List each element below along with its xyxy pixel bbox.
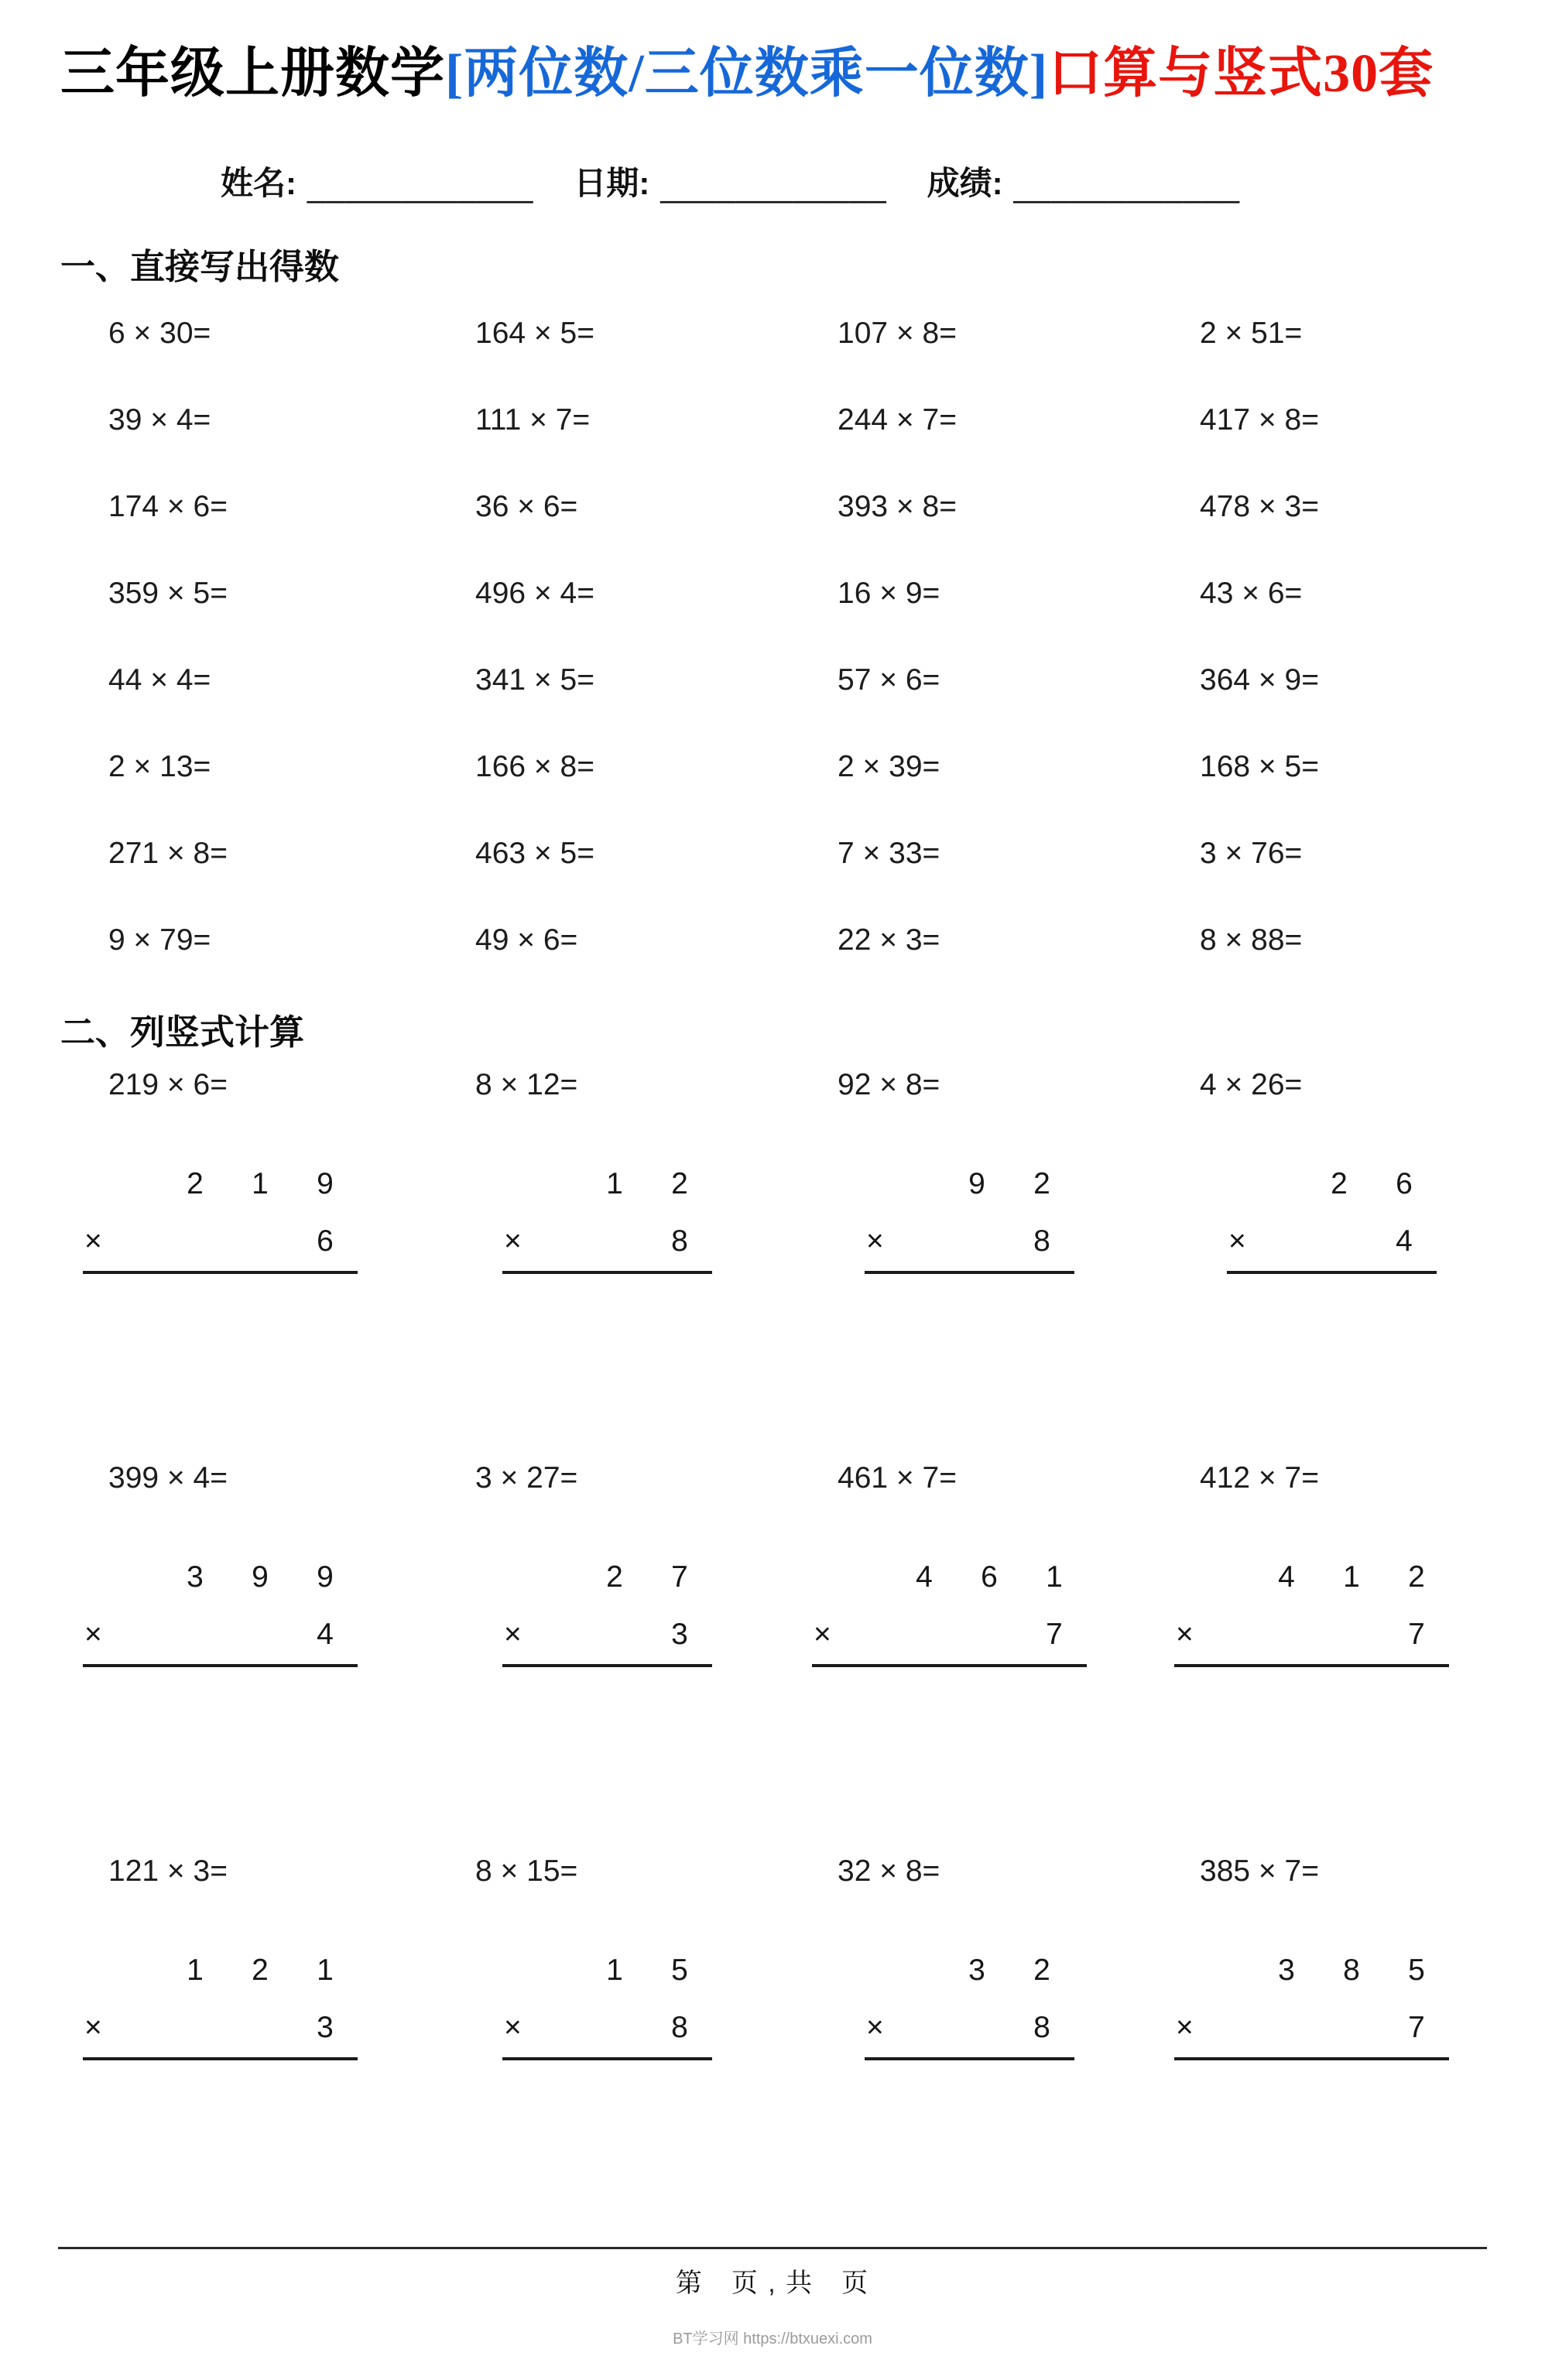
vertical-problem <box>84 1854 475 2060</box>
vertical-calc-block <box>1227 1167 1437 1274</box>
multiplicand-digits <box>812 1560 1087 1601</box>
multiplier-row <box>865 2011 1074 2060</box>
empty-cell <box>1319 2011 1384 2045</box>
multiplier-row <box>1174 2011 1449 2060</box>
multiplier-digit: 8 <box>671 1224 688 1258</box>
multiplicand-digit: 2 <box>606 1560 623 1594</box>
multiplicand-digit: 9 <box>317 1560 334 1594</box>
score-field <box>927 158 1240 204</box>
vertical-calc-block <box>502 1954 712 2060</box>
multiplier-digit: 6 <box>317 1224 334 1258</box>
vertical-problem <box>838 1068 1200 1274</box>
oral-problem: 478 × 3= <box>1200 489 1319 523</box>
empty-cell <box>1254 2011 1319 2045</box>
oral-problem: 271 × 8= <box>108 836 228 870</box>
multiplier-digit: 4 <box>317 1617 334 1651</box>
oral-problem: 39 × 4= <box>108 402 211 437</box>
multiply-icon: × <box>504 1224 522 1258</box>
footer-divider <box>58 2247 1487 2249</box>
vertical-problem <box>1176 1854 1545 2060</box>
oral-problem: 244 × 7= <box>838 402 957 437</box>
multiplicand-digits <box>83 1954 358 1994</box>
multiplicand-digits <box>1174 1560 1449 1601</box>
multiply-icon: × <box>504 1617 522 1651</box>
vertical-calc-block <box>1174 1954 1449 2060</box>
empty-cell <box>582 1224 647 1258</box>
vertical-problems-row <box>84 1461 1545 1667</box>
multiplicand-digit: 2 <box>671 1166 688 1200</box>
multiply-icon: × <box>84 2010 102 2044</box>
oral-problem: 166 × 8= <box>475 749 594 783</box>
multiplicand-digit: 2 <box>1033 1953 1050 1987</box>
multiplicand-digits <box>1174 1954 1449 1994</box>
multiplicand-digit: 2 <box>252 1953 269 1987</box>
oral-problem: 168 × 5= <box>1200 749 1319 783</box>
oral-problem: 463 × 5= <box>475 836 594 870</box>
vertical-problem-label: 219 × 6= <box>108 1067 228 1101</box>
oral-problem: 3 × 76= <box>1200 836 1303 870</box>
oral-problem: 2 × 39= <box>838 749 940 783</box>
vertical-problem-label: 8 × 12= <box>475 1067 578 1101</box>
multiplier-row <box>83 1224 358 1274</box>
oral-problem: 8 × 88= <box>1200 923 1303 957</box>
multiplicand-digit: 3 <box>1278 1953 1295 1987</box>
vertical-problem <box>475 1854 838 2060</box>
section1-heading: 一、直接写出得数 <box>60 246 340 286</box>
multiply-icon: × <box>1228 1224 1246 1258</box>
empty-cell <box>163 1618 228 1652</box>
multiplicand-digit: 3 <box>187 1560 204 1594</box>
multiplicand-digit: 1 <box>606 1166 623 1200</box>
name-field <box>221 158 533 204</box>
vertical-problem <box>838 1854 1200 2060</box>
multiplier-digit: 8 <box>1033 2010 1050 2044</box>
multiplicand-digit: 1 <box>606 1953 623 1987</box>
multiplicand-digit: 1 <box>1046 1560 1063 1594</box>
multiplier-row <box>502 1224 712 1274</box>
vertical-problem-label: 32 × 8= <box>838 1854 940 1888</box>
empty-cell <box>1254 1618 1319 1652</box>
oral-problem: 174 × 6= <box>108 489 228 523</box>
vertical-problem-label: 412 × 7= <box>1200 1461 1319 1495</box>
vertical-calc-block <box>1174 1560 1449 1667</box>
empty-cell <box>1319 1618 1384 1652</box>
oral-problem: 2 × 51= <box>1200 316 1303 350</box>
oral-problem: 164 × 5= <box>475 316 594 350</box>
empty-cell <box>957 1618 1022 1652</box>
empty-cell <box>582 1618 647 1652</box>
watermark-text: BT学习网 https://btxuexi.com <box>673 2330 872 2347</box>
empty-cell <box>163 2011 228 2045</box>
oral-problem: 43 × 6= <box>1200 576 1303 610</box>
vertical-problems-row <box>84 1854 1545 2060</box>
empty-cell <box>582 2011 647 2045</box>
oral-problem: 22 × 3= <box>838 923 940 957</box>
vertical-problem-label: 92 × 8= <box>838 1067 940 1101</box>
section2-heading: 二、列竖式计算 <box>60 1012 305 1052</box>
vertical-problem <box>84 1461 475 1667</box>
oral-problem: 16 × 9= <box>838 576 940 610</box>
oral-problem: 57 × 6= <box>838 663 940 697</box>
multiplicand-digit: 5 <box>1408 1953 1425 1987</box>
multiplier-row <box>83 1618 358 1667</box>
multiplier-digit: 3 <box>317 2010 334 2044</box>
multiply-icon: × <box>84 1617 102 1651</box>
vertical-problems-row <box>84 1067 1545 1274</box>
multiplicand-digit: 7 <box>671 1560 688 1594</box>
multiply-icon: × <box>1176 2010 1194 2044</box>
date-field <box>574 158 886 204</box>
oral-problem: 7 × 33= <box>838 836 940 870</box>
multiplicand-digit: 6 <box>1396 1166 1413 1200</box>
empty-cell <box>228 1618 293 1652</box>
multiplier-row <box>502 1618 712 1667</box>
vertical-problem <box>1200 1068 1545 1274</box>
multiplicand-digit: 1 <box>187 1953 204 1987</box>
multiply-icon: × <box>866 1224 884 1258</box>
multiply-icon: × <box>1176 1617 1194 1651</box>
oral-problem: 6 × 30= <box>108 316 211 350</box>
multiplicand-digit: 2 <box>1408 1560 1425 1594</box>
multiplier-row <box>812 1618 1087 1667</box>
multiply-icon: × <box>84 1224 102 1258</box>
vertical-problem-label: 461 × 7= <box>838 1461 957 1495</box>
vertical-problem-label: 8 × 15= <box>475 1854 578 1888</box>
multiply-icon: × <box>866 2010 884 2044</box>
multiplicand-digit: 3 <box>968 1953 985 1987</box>
multiplicand-digit: 1 <box>252 1166 269 1200</box>
title-grade-part: 三年级上册数学 <box>60 44 445 104</box>
multiplier-row <box>502 2011 712 2060</box>
meta-row <box>221 158 1545 204</box>
page-number-text: 第 页 , 共 页 <box>675 2269 870 2298</box>
oral-problem: 364 × 9= <box>1200 663 1319 697</box>
multiplicand-digits <box>1227 1167 1437 1207</box>
empty-cell <box>228 2011 293 2045</box>
vertical-problem-label: 3 × 27= <box>475 1461 578 1495</box>
vertical-problem-label: 399 × 4= <box>108 1461 228 1495</box>
multiplier-digit: 4 <box>1396 1224 1413 1258</box>
oral-problem: 496 × 4= <box>475 576 594 610</box>
vertical-problem-label: 385 × 7= <box>1200 1854 1319 1888</box>
empty-cell <box>163 1224 228 1258</box>
multiplier-row <box>865 1224 1074 1274</box>
oral-problem: 2 × 13= <box>108 749 211 783</box>
multiplicand-digit: 4 <box>1278 1560 1295 1594</box>
oral-problem: 44 × 4= <box>108 663 211 697</box>
multiplier-digit: 3 <box>671 1617 688 1651</box>
oral-problem: 9 × 79= <box>108 923 211 957</box>
empty-cell <box>944 1224 1009 1258</box>
multiplier-digit: 7 <box>1046 1617 1063 1651</box>
multiplicand-digits <box>83 1167 358 1207</box>
empty-cell <box>228 1224 293 1258</box>
title-topic-part: [两位数/三位数乘一位数] <box>445 44 1049 104</box>
name-label: 姓名: <box>221 164 296 201</box>
multiplicand-digits <box>502 1954 712 1994</box>
vertical-calc-block <box>83 1167 358 1274</box>
date-label: 日期: <box>574 164 650 201</box>
multiplier-row <box>83 2011 358 2060</box>
oral-problem: 36 × 6= <box>475 489 578 523</box>
oral-problem: 111 × 7= <box>475 402 591 437</box>
multiplier-row <box>1174 1618 1449 1667</box>
multiply-icon: × <box>504 2010 522 2044</box>
page-title <box>0 0 1545 108</box>
name-blank-line: ____________ <box>307 166 534 204</box>
date-blank-line: ____________ <box>660 166 887 204</box>
oral-problem: 393 × 8= <box>838 489 957 523</box>
vertical-problems-section <box>0 1068 1545 2060</box>
multiplicand-digit: 8 <box>1343 1953 1360 1987</box>
multiplier-digit: 7 <box>1408 1617 1425 1651</box>
vertical-calc-block <box>865 1167 1074 1274</box>
multiplicand-digits <box>83 1560 358 1601</box>
multiplicand-digit: 9 <box>252 1560 269 1594</box>
vertical-calc-block <box>812 1560 1087 1667</box>
multiplicand-digit: 2 <box>187 1166 204 1200</box>
multiplicand-digit: 5 <box>671 1953 688 1987</box>
oral-problem: 107 × 8= <box>838 316 957 350</box>
vertical-calc-block <box>865 1954 1074 2060</box>
vertical-calc-block <box>502 1560 712 1667</box>
oral-problems-grid <box>108 290 1545 984</box>
oral-problem: 359 × 5= <box>108 576 228 610</box>
multiply-icon: × <box>814 1617 831 1651</box>
vertical-calc-block <box>83 1560 358 1667</box>
multiplicand-digit: 2 <box>1033 1166 1050 1200</box>
vertical-problem-label: 121 × 3= <box>108 1854 228 1888</box>
multiplicand-digits <box>502 1167 712 1207</box>
multiplicand-digit: 1 <box>317 1953 334 1987</box>
page-footer <box>0 2247 1545 2348</box>
multiplicand-digit: 4 <box>916 1560 933 1594</box>
score-label: 成绩: <box>927 164 1003 201</box>
multiplicand-digits <box>502 1560 712 1601</box>
multiplier-row <box>1227 1224 1437 1274</box>
vertical-problem <box>814 1461 1200 1667</box>
vertical-problem <box>475 1068 838 1274</box>
vertical-problem-label: 4 × 26= <box>1200 1067 1303 1101</box>
oral-problem: 49 × 6= <box>475 923 578 957</box>
score-blank-line: ____________ <box>1013 166 1240 204</box>
vertical-problem <box>84 1067 475 1274</box>
multiplier-digit: 8 <box>1033 1224 1050 1258</box>
multiplier-digit: 7 <box>1408 2010 1425 2044</box>
multiplier-digit: 8 <box>671 2010 688 2044</box>
multiplicand-digit: 9 <box>968 1166 985 1200</box>
multiplicand-digits <box>865 1954 1074 1994</box>
vertical-calc-block <box>83 1954 358 2060</box>
vertical-problem <box>1176 1461 1545 1667</box>
oral-problem: 341 × 5= <box>475 663 594 697</box>
multiplicand-digit: 6 <box>981 1560 998 1594</box>
empty-cell <box>944 2011 1009 2045</box>
multiplicand-digit: 9 <box>317 1166 334 1200</box>
vertical-problem <box>475 1461 838 1667</box>
multiplicand-digits <box>865 1167 1074 1207</box>
multiplicand-digit: 2 <box>1331 1166 1348 1200</box>
empty-cell <box>892 1618 957 1652</box>
vertical-calc-block <box>502 1167 712 1274</box>
title-type-part: 口算与竖式30套 <box>1048 44 1434 104</box>
multiplicand-digit: 1 <box>1343 1560 1360 1594</box>
oral-problem: 417 × 8= <box>1200 402 1319 437</box>
empty-cell <box>1307 1224 1372 1258</box>
